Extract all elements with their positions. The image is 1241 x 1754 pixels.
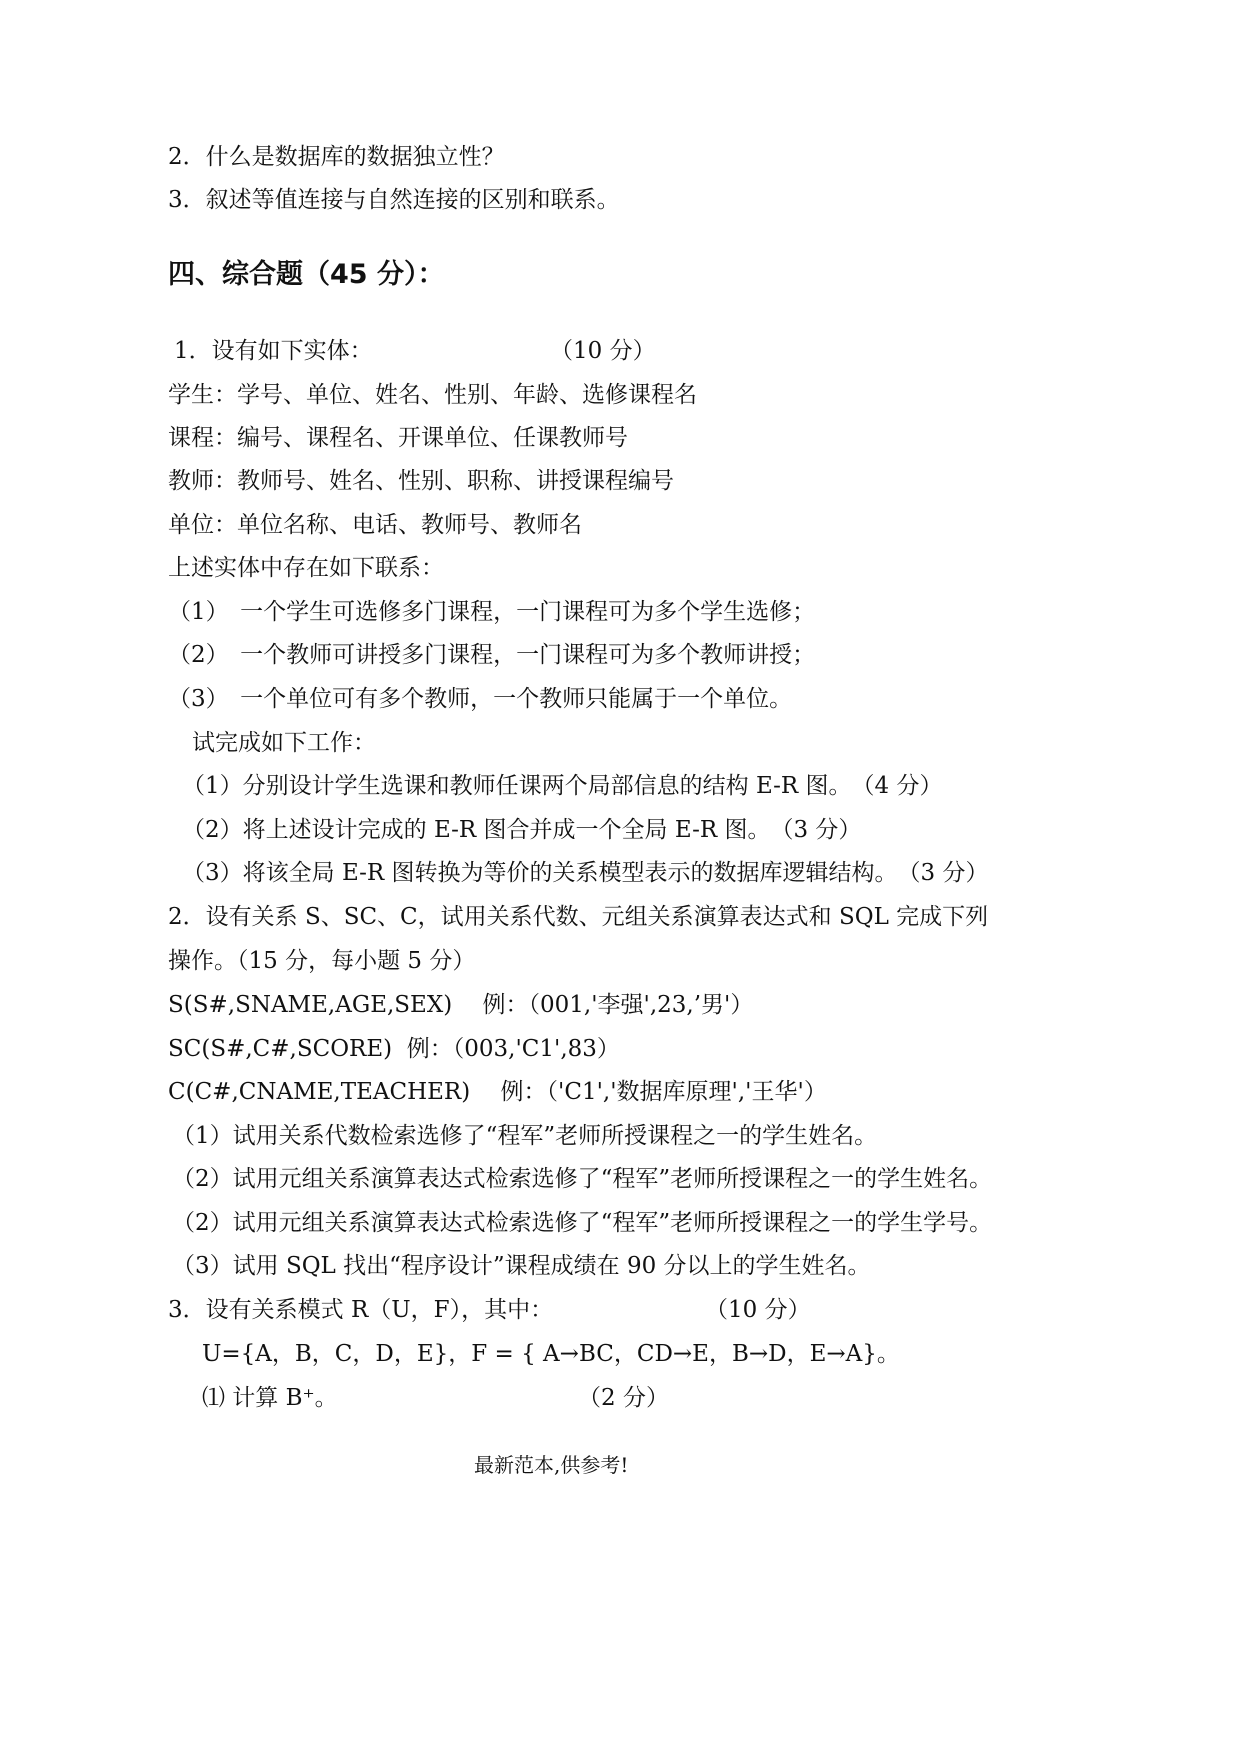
q2-task-1: （1）试用关系代数检索选修了“程军”老师所授课程之一的学生姓名。 — [172, 1123, 878, 1149]
q3-sub1-score: （2 分） — [578, 1385, 669, 1411]
q1-score: （10 分） — [550, 338, 656, 364]
q1-task-1: （1）分别设计学生选课和教师任课两个局部信息的结构 E-R 图。 （4 分） — [182, 773, 943, 799]
tasks-intro: 试完成如下工作： — [192, 730, 376, 756]
relations-intro: 上述实体中存在如下联系： — [168, 555, 444, 581]
q3-score: （10 分） — [705, 1297, 811, 1323]
q3-sub1: ⑴ 计算 B⁺。 — [202, 1385, 338, 1411]
q2-task-2a: （2）试用元组关系演算表达式检索选修了“程军”老师所授课程之一的学生姓名。 — [172, 1166, 993, 1192]
q2-title-line2: 操作。（15 分，每小题 5 分） — [168, 948, 476, 974]
q1-task-2: （2）将上述设计完成的 E-R 图合并成一个全局 E-R 图。 （3 分） — [182, 817, 862, 843]
q3-title: 3．设有关系模式 R（U，F），其中： — [168, 1297, 554, 1323]
relation-2: （2） 一个教师可讲授多门课程，一门课程可为多个教师讲授； — [168, 642, 816, 668]
question-3-2: 2．什么是数据库的数据独立性？ — [168, 144, 505, 170]
q2-title-line1: 2．设有关系 S、SC、C，试用关系代数、元组关系演算表达式和 SQL 完成下列 — [168, 904, 989, 930]
section-heading: 四、综合题（45 分）： — [168, 259, 445, 290]
q1-task-3: （3）将该全局 E-R 图转换为等价的关系模型表示的数据库逻辑结构。 （3 分） — [182, 860, 989, 886]
schema-c: C(C#,CNAME,TEACHER) 例：（'C1','数据库原理','王华'） — [168, 1079, 827, 1105]
schema-sc: SC(S#,C#,SCORE) 例：（003,'C1',83） — [168, 1036, 620, 1062]
q1-title: 1．设有如下实体： — [174, 338, 373, 364]
entity-course: 课程：编号、课程名、开课单位、任课教师号 — [168, 425, 628, 451]
q3-definition: U={A，B，C，D，E}，F = { A→BC，CD→E，B→D，E→A}。 — [202, 1341, 900, 1367]
relation-1: （1） 一个学生可选修多门课程，一门课程可为多个学生选修； — [168, 599, 816, 625]
page-footer: 最新范本,供参考! — [474, 1453, 629, 1477]
schema-s: S(S#,SNAME,AGE,SEX) 例：（001,'李强',23,’男'） — [168, 992, 754, 1018]
q2-task-2b: （2）试用元组关系演算表达式检索选修了“程军”老师所授课程之一的学生学号。 — [172, 1210, 993, 1236]
entity-unit: 单位：单位名称、电话、教师号、教师名 — [168, 512, 582, 538]
question-3-3: 3．叙述等值连接与自然连接的区别和联系。 — [168, 187, 620, 213]
q2-task-3: （3）试用 SQL 找出“程序设计”课程成绩在 90 分以上的学生姓名。 — [172, 1253, 871, 1279]
entity-student: 学生：学号、单位、姓名、性别、年龄、选修课程名 — [168, 382, 697, 408]
entity-teacher: 教师：教师号、姓名、性别、职称、讲授课程编号 — [168, 468, 674, 494]
relation-3: （3） 一个单位可有多个教师，一个教师只能属于一个单位。 — [168, 686, 793, 712]
